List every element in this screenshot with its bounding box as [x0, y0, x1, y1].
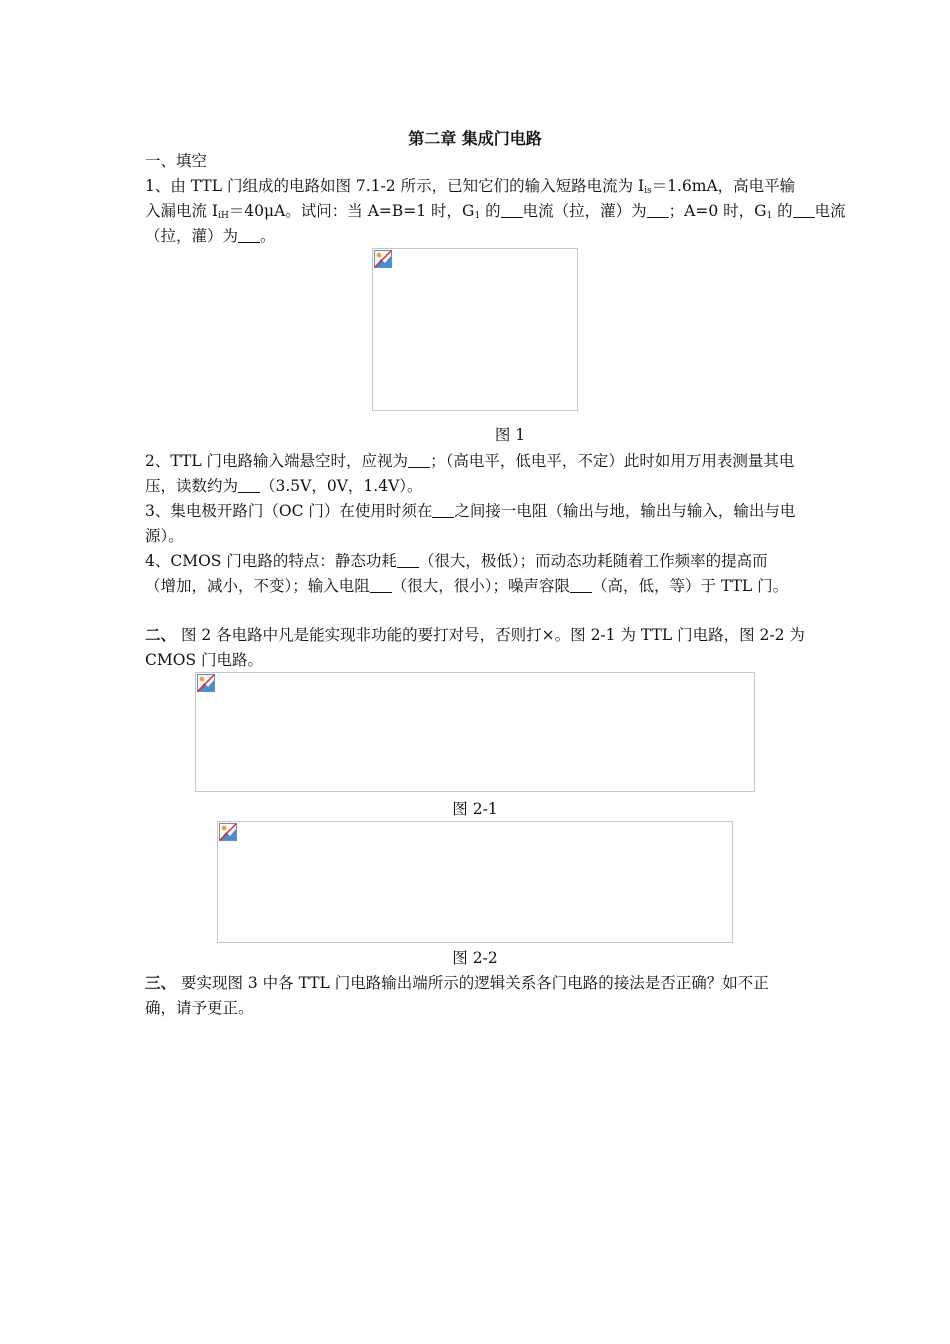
answer-blank: [570, 578, 592, 593]
figure-1-caption: 图 1: [494, 426, 526, 444]
answer-blank: [793, 203, 815, 218]
figure-2-2-caption: 图 2-2: [452, 949, 498, 967]
q2-line2: 压，读数约为 （3.5V，0V，1.4V）。: [145, 477, 423, 495]
section2-line1: 二、 图 2 各电路中凡是能实现非功能的要打对号，否则打×。图 2-1 为 TTL 门电路，图 2-2 为: [145, 625, 805, 644]
answer-blank: [238, 478, 260, 493]
figure-2-1-image: [195, 672, 755, 792]
q1-line1: 1、由 TTL 门组成的电路如图 7.1-2 所示，已知它们的输入短路电流为 $I_{is}=1.6mA$，高电平输: [145, 177, 796, 196]
section3-line1: 三、 要实现图 3 中各 TTL 门电路输出端所示的逻辑关系各门电路的接法是否正确？如不正: [145, 973, 769, 992]
broken-image-icon: [197, 674, 215, 692]
q1-line3: （拉，灌）为 。: [145, 227, 276, 245]
q3-line1: 3、集电极开路门（OC 门）在使用时须在 之间接一电阻（输出与地，输出与输入，输出与电: [145, 502, 796, 520]
answer-blank: [397, 553, 419, 568]
answer-blank: [501, 203, 523, 218]
section2-line2: CMOS 门电路。: [145, 651, 263, 669]
q4-line1: 4、CMOS 门电路的特点：静态功耗 （很大，极低）；而动态功耗随着工作频率的提高而: [145, 552, 768, 570]
answer-blank: [408, 453, 430, 468]
q4-line2: （增加，减小，不变）；输入电阻 （很大，很小）；噪声容限 （高，低，等）于 TTL 门。: [145, 577, 789, 595]
section1-heading: 一、填空: [145, 152, 208, 170]
chapter-title: 第二章 集成门电路: [408, 129, 542, 148]
answer-blank: [370, 578, 392, 593]
answer-blank: [647, 203, 669, 218]
figure-1-image: [372, 248, 578, 411]
broken-image-icon: [219, 823, 237, 841]
figure-2-1-caption: 图 2-1: [452, 800, 498, 818]
q2-line1: 2、TTL 门电路输入端悬空时，应视为 ；（高电平，低电平，不定）此时如用万用表测量其电: [145, 452, 795, 470]
broken-image-icon: [374, 250, 392, 268]
answer-blank: [238, 228, 260, 243]
figure-2-2-image: [217, 821, 733, 943]
q3-line2: 源）。: [145, 527, 184, 545]
answer-blank: [432, 503, 454, 518]
q1-line2: 入漏电流 $I_{iH}=40\mu A$。试问：当 A=B=1 时，$G_1$ 的 电流（拉，灌）为 ；A=0 时，$G_1$ 的 电流: [145, 202, 846, 221]
section3-line2: 确，请予更正。: [145, 999, 254, 1017]
